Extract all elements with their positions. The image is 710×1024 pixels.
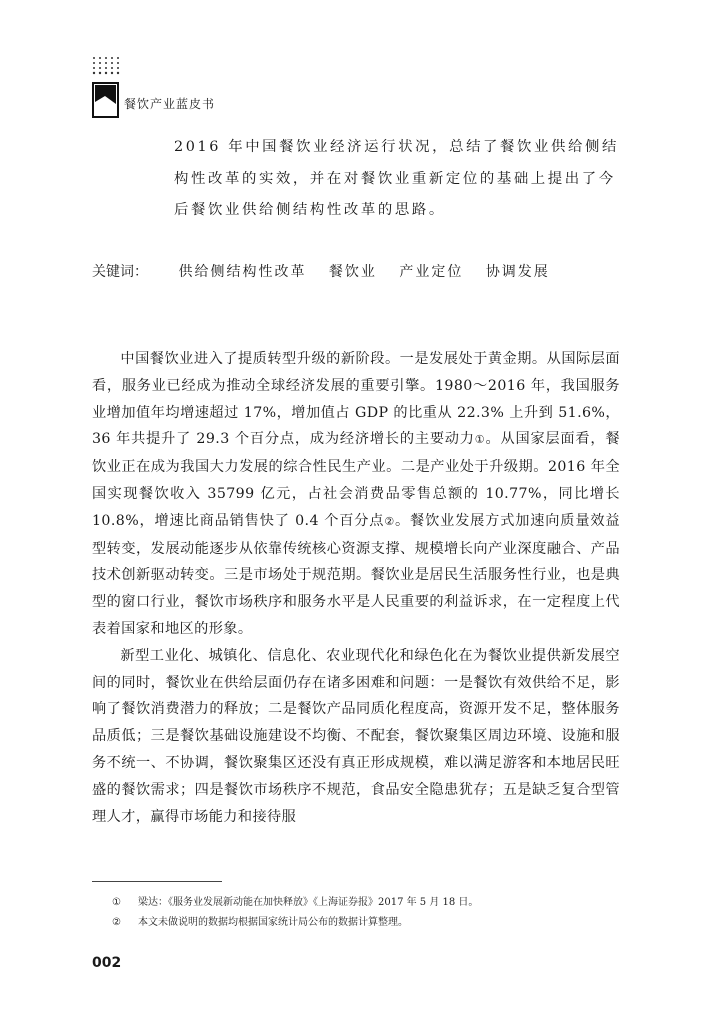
- paragraph-text: 中国餐饮业进入了提质转型升级的新阶段。一是发展处于黄金期。从国际层面看，服务业已经成为推动全球经济发展的重要引擎。1980～2016 年，我国服务业增加值年均增速超过 17%，增加值占 GDP 的比重从 22.3% 上升到 51.6%，36 年共提升了 29.3 个百分点，成为经济增长的主要动力: [92, 351, 620, 448]
- footnotes: [112, 893, 612, 933]
- keyword-item: 供给侧结构性改革: [178, 264, 307, 280]
- footnote-text: 梁达：《服务业发展新动能在加快释放》《上海证券报》2017 年 5 月 18 日。: [138, 897, 479, 908]
- keywords-label: 关键词：: [92, 264, 148, 280]
- keyword-item: 餐饮业: [328, 264, 377, 280]
- body-text: [92, 346, 620, 830]
- footnote-text: 本文未做说明的数据均根据国家统计局公布的数据计算整理。: [138, 917, 408, 928]
- footnote-ref[interactable]: ①: [474, 433, 486, 447]
- footnote-mark: ②: [112, 917, 121, 928]
- series-title: 餐饮产业蓝皮书: [124, 97, 216, 111]
- keywords-line: [92, 262, 568, 282]
- footnote-item: [112, 913, 612, 933]
- footnote-ref[interactable]: ②: [384, 514, 396, 528]
- abstract-text: 2016 年中国餐饮业经济运行状况，总结了餐饮业供给侧结构性改革的实效，并在对餐饮业重新定位的基础上提出了今后餐饮业供给侧结构性改革的思路。: [174, 139, 619, 218]
- paragraph-text: 。从国家层面看，餐饮业正在成为我国大力发展的综合性民生产业。二是产业处于升级期。2016 年全国实现餐饮收入 35799 亿元，占社会消费品零售总额的 10.77%，同比增长 10.8%，增速比商品销售快了 0.4 个百分点: [92, 431, 620, 529]
- paragraph-text: 。餐饮业发展方式加速向质量效益型转变，发展动能逐步从依靠传统核心资源支撑、规模增长向产业深度融合、产品技术创新驱动转变。三是市场处于规范期。餐饮业是居民生活服务性行业，也是典型的窗口行业，餐饮市场秩序和服务水平是人民重要的利益诉求，在一定程度上代表着国家和地区的形象。: [92, 512, 620, 637]
- keyword-item: 协调发展: [485, 264, 550, 280]
- footnote-divider: [92, 881, 222, 882]
- keyword-item: 产业定位: [399, 264, 464, 280]
- page-number: 002: [92, 955, 122, 971]
- footnote-item: [112, 893, 612, 913]
- dot-grid-ornament: [91, 56, 121, 78]
- book-emblem-icon: [92, 82, 119, 118]
- footnote-mark: ①: [112, 897, 121, 908]
- body-paragraph: 新型工业化、城镇化、信息化、农业现代化和绿色化在为餐饮业提供新发展空间的同时，餐饮业在供给层面仍存在诸多困难和问题：一是餐饮有效供给不足，影响了餐饮消费潜力的释放；二是餐饮产品同质化程度高，资源开发不足，整体服务品质低；三是餐饮基础设施建设不均衡、不配套，餐饮聚集区周边环境、设施和服务不统一、不协调，餐饮聚集区还没有真正形成规模，难以满足游客和本地居民旺盛的餐饮需求；四是餐饮市场秩序不规范，食品安全隐患犹存；五是缺乏复合型管理人才，赢得市场能力和接待服: [92, 647, 620, 825]
- body-paragraph: [92, 346, 620, 643]
